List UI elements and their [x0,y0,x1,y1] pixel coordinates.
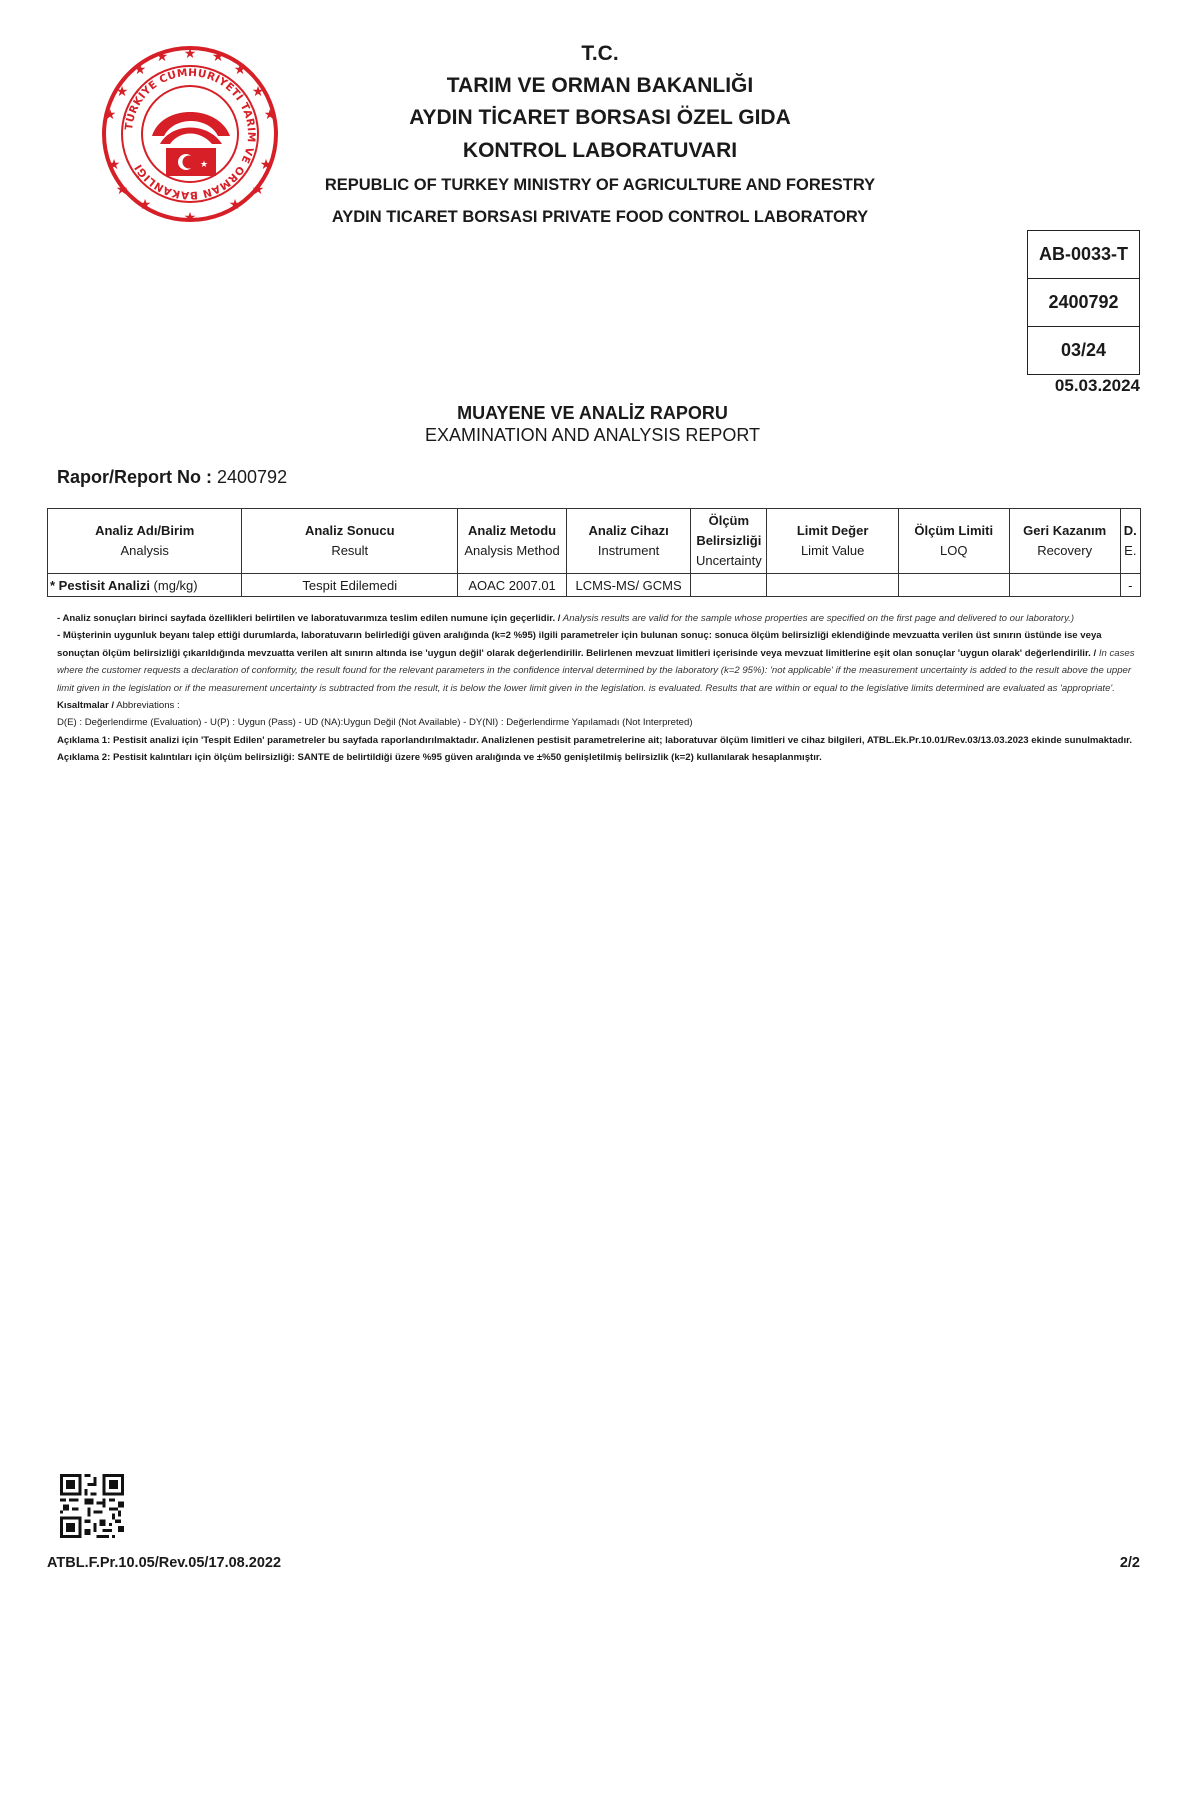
header-ministry-en: REPUBLIC OF TURKEY MINISTRY OF AGRICULTURE AND FORESTRY [324,176,876,194]
svg-text:★: ★ [228,197,242,213]
cell-recovery [1009,574,1120,597]
cell-instrument: LCMS-MS/ GCMS [567,574,691,597]
header-ministry-tr: TARIM VE ORMAN BAKANLIĞI [446,74,754,97]
svg-text:★: ★ [200,160,209,170]
col-header-evaluation: D. E. [1120,509,1140,574]
col-header-loq: Ölçüm Limiti LOQ [898,509,1009,574]
svg-text:★: ★ [155,49,169,65]
document-id-box [1027,230,1140,375]
header-tc: T.C. [581,42,619,65]
id-box-code: AB-0033-T [1028,231,1139,279]
svg-text:★: ★ [251,182,265,198]
svg-text:★: ★ [251,84,265,100]
svg-text:★: ★ [107,157,121,173]
note-explanations: Açıklama 1: Pestisit analizi için 'Tespit Edilen' parametreler bu sayfada raporlandırılmaktadır. Analizlenen pestisit parametrelerine ait; laboratuvar ölçüm limitleri ve cihaz bilgileri, ATBL.Ek.Pr.10.01/Rev.03/13.03.2023 ekinde sunulmaktadır. Açıklama 2: Pestisit kalıntıları için ölçüm belirsizliği: SANTE de belirtildiği üzere %95 güven aralığında ve ±%50 genişletilmiş belirsizlik (k=2) kullanılarak hesaplanmıştır. [57,734,1133,764]
cell-loq [898,574,1009,597]
report-notes [57,610,1135,767]
svg-text:★: ★ [263,107,277,123]
results-table [47,508,1141,597]
svg-text:★: ★ [211,49,225,65]
col-header-recovery: Geri Kazanım Recovery [1009,509,1120,574]
cell-uncertainty [691,574,767,597]
svg-text:★: ★ [115,84,129,100]
col-header-instrument: Analiz Cihazı Instrument [567,509,691,574]
svg-text:★: ★ [133,62,147,78]
ministry-seal-emblem [100,44,280,224]
table-header-row [48,509,1141,574]
svg-text:★: ★ [103,107,117,123]
qr-code [60,1474,124,1538]
cell-analysis: * Pestisit Analizi (mg/kg) [48,574,242,597]
id-box-period: 03/24 [1060,340,1107,360]
svg-text:★: ★ [115,182,129,198]
col-header-result: Analiz Sonucu Result [242,509,458,574]
header-lab-tr-2: KONTROL LABORATUVARI [462,139,738,162]
footer-page-number: 2/2 [1119,1555,1140,1571]
svg-text:★: ★ [233,62,247,78]
col-header-limit: Limit Değer Limit Value [767,509,898,574]
id-box-number: 2400792 [1028,279,1139,327]
note-abbreviations-label: Kısaltmalar / Abbreviations : [57,700,180,712]
note-abbreviations: D(E) : Değerlendirme (Evaluation) - U(P) : Uygun (Pass) - UD (NA):Uygun Değil (Not Available) - DY(NI) : Değerlendirme Yapılamadı (Not Interpreted) [57,717,693,729]
svg-text:★: ★ [138,197,152,213]
report-title-tr: MUAYENE VE ANALİZ RAPORU [457,403,728,423]
report-date: 05.03.2024 [1054,376,1140,395]
report-title-en: EXAMINATION AND ANALYSIS REPORT [424,425,761,445]
col-header-method: Analiz Metodu Analysis Method [458,509,567,574]
header-lab-tr-1: AYDIN TİCARET BORSASI ÖZEL GIDA [409,106,791,129]
report-number-value: 2400792 [212,467,288,487]
col-header-uncertainty: Ölçüm Belirsizliği Uncertainty [691,509,767,574]
footer-document-code: ATBL.F.Pr.10.05/Rev.05/17.08.2022 [47,1555,282,1571]
table-row [48,574,1141,597]
note-conformity: - Müşterinin uygunluk beyanı talep ettiği durumlarda, laboratuvarın belirlediği güven aralığında (k=2 %95) ilgili parametreler için bulunan sonuç: sonuca ölçüm belirsizliği eklendiğinde mevzuatta verilen üst sınırın üstünde ise veya sonuçtan ölçüm belirsizliği çıkarıldığında mevzuatta verilen alt sınırın altında ise 'uygun değil' olarak değerlendirilir. Belirlenen mevzuat limitleri içerisinde veya mevzuat limitlerine eşit olan sonuçlar 'uygun olarak' değerlendirilir. / In cases where the customer requests a declaration of conformity, the result found for the relevant parameters in the confidence interval determined by the laboratory (k=2 95%): 'not applicable' if the measurement uncertainty is added to the result above the upper limit given in the legislation or if the measurement uncertainty is subtracted from the result, it is below the lower limit given in the legislation. is evaluated. Results that are within or equal to the legislative limits determined are evaluated as 'appropriate'. [57,630,1135,694]
svg-text:★: ★ [183,210,197,224]
report-number [57,467,287,488]
report-number-label: Rapor/Report No : [57,467,212,487]
cell-method: AOAC 2007.01 [458,574,567,597]
svg-text:★: ★ [183,46,197,62]
note-validity: - Analiz sonuçları birinci sayfada özellikleri belirtilen ve laboratuvarımıza teslim edilen numune için geçerlidir. / Analysis results are valid for the sample whose properties are specified on the first page and delivered to our laboratory.) [57,613,1075,624]
cell-limit [767,574,898,597]
col-header-analysis: Analiz Adı/Birim Analysis [48,509,242,574]
cell-result: Tespit Edilemedi [242,574,458,597]
seal-ring-text: TÜRKİYE CUMHURİYETİ TARIM VE ORMAN BAKANLIĞI [123,66,258,202]
svg-text:★: ★ [259,157,273,173]
header-lab-en: AYDIN TICARET BORSASI PRIVATE FOOD CONTROL LABORATORY [331,208,869,226]
cell-evaluation: - [1120,574,1140,597]
